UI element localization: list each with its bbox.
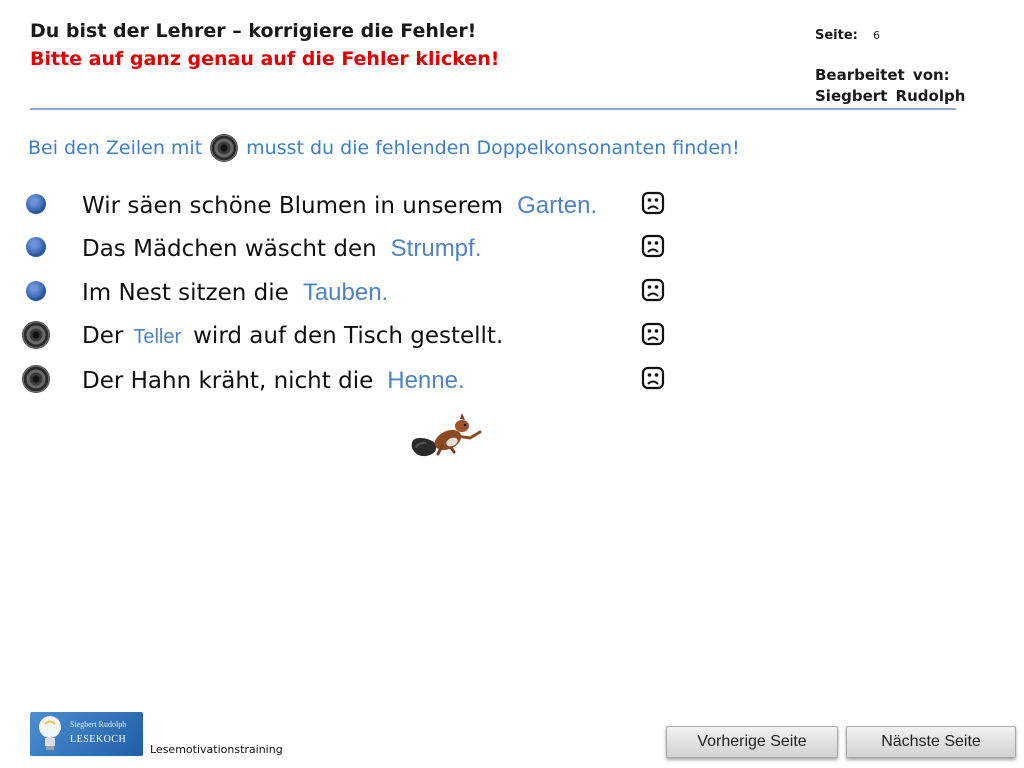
answer-word[interactable]: Strumpf. bbox=[390, 235, 482, 262]
logo-author: Siegbert Rudolph bbox=[70, 720, 127, 729]
sentence-text bbox=[82, 323, 503, 349]
instruction-before: Bei den Zeilen mit bbox=[28, 137, 203, 159]
answer-word[interactable]: Tauben. bbox=[302, 279, 389, 306]
answer-word[interactable]: Teller bbox=[133, 326, 182, 348]
sentence-before[interactable]: Wir säen schöne Blumen in unserem bbox=[82, 193, 504, 219]
sentence-row bbox=[0, 319, 720, 359]
sentence-text bbox=[82, 279, 398, 307]
page-title: Du bist der Lehrer – korrigiere die Fehler! bbox=[30, 20, 477, 42]
answer-word[interactable]: Garten. bbox=[517, 192, 598, 219]
lesekoch-logo bbox=[30, 712, 143, 756]
sentence-text bbox=[82, 192, 607, 220]
instruction-after: musst du die fehlenden Doppelkonsonanten finden! bbox=[246, 137, 740, 159]
sentence-row bbox=[0, 275, 720, 315]
sentence-text bbox=[82, 235, 491, 263]
next-page-button[interactable]: Nächste Seite bbox=[846, 726, 1016, 758]
sentence-before[interactable]: Der bbox=[82, 323, 124, 349]
sentence-row bbox=[0, 188, 720, 228]
speaker-icon[interactable] bbox=[22, 365, 50, 393]
sad-face-icon bbox=[640, 365, 666, 391]
squirrel-icon bbox=[408, 408, 488, 460]
lightbulb-icon bbox=[36, 714, 64, 752]
speaker-icon bbox=[210, 134, 238, 162]
page-number: 6 bbox=[873, 29, 880, 42]
dot-icon[interactable] bbox=[26, 237, 46, 257]
editor-name: Siegbert Rudolph bbox=[815, 87, 966, 105]
sentence-text bbox=[82, 367, 475, 395]
sentence-row bbox=[0, 231, 720, 271]
sentence-after[interactable]: wird auf den Tisch gestellt. bbox=[193, 323, 504, 349]
dot-icon[interactable] bbox=[26, 281, 46, 301]
sad-face-icon bbox=[640, 233, 666, 259]
sentence-row bbox=[0, 363, 720, 403]
footer-caption: Lesemotivationstraining bbox=[150, 743, 283, 756]
dot-icon[interactable] bbox=[26, 194, 46, 214]
logo-brand: LESEKOCH bbox=[70, 734, 127, 745]
sentence-before[interactable]: Im Nest sitzen die bbox=[82, 280, 289, 306]
speaker-icon[interactable] bbox=[22, 321, 50, 349]
editor-label: Bearbeitet von: bbox=[815, 66, 950, 84]
page-label: Seite: bbox=[815, 28, 858, 43]
instruction-text bbox=[28, 134, 740, 162]
answer-word[interactable]: Henne. bbox=[387, 367, 465, 394]
previous-page-button[interactable]: Vorherige Seite bbox=[666, 726, 838, 758]
sad-face-icon bbox=[640, 277, 666, 303]
sentence-before[interactable]: Das Mädchen wäscht den bbox=[82, 236, 377, 262]
sentence-before[interactable]: Der Hahn kräht, nicht die bbox=[82, 368, 374, 394]
sad-face-icon bbox=[640, 190, 666, 216]
sad-face-icon bbox=[640, 321, 666, 347]
header-divider bbox=[30, 108, 956, 110]
page-subtitle: Bitte auf ganz genau auf die Fehler klicken! bbox=[30, 48, 500, 70]
